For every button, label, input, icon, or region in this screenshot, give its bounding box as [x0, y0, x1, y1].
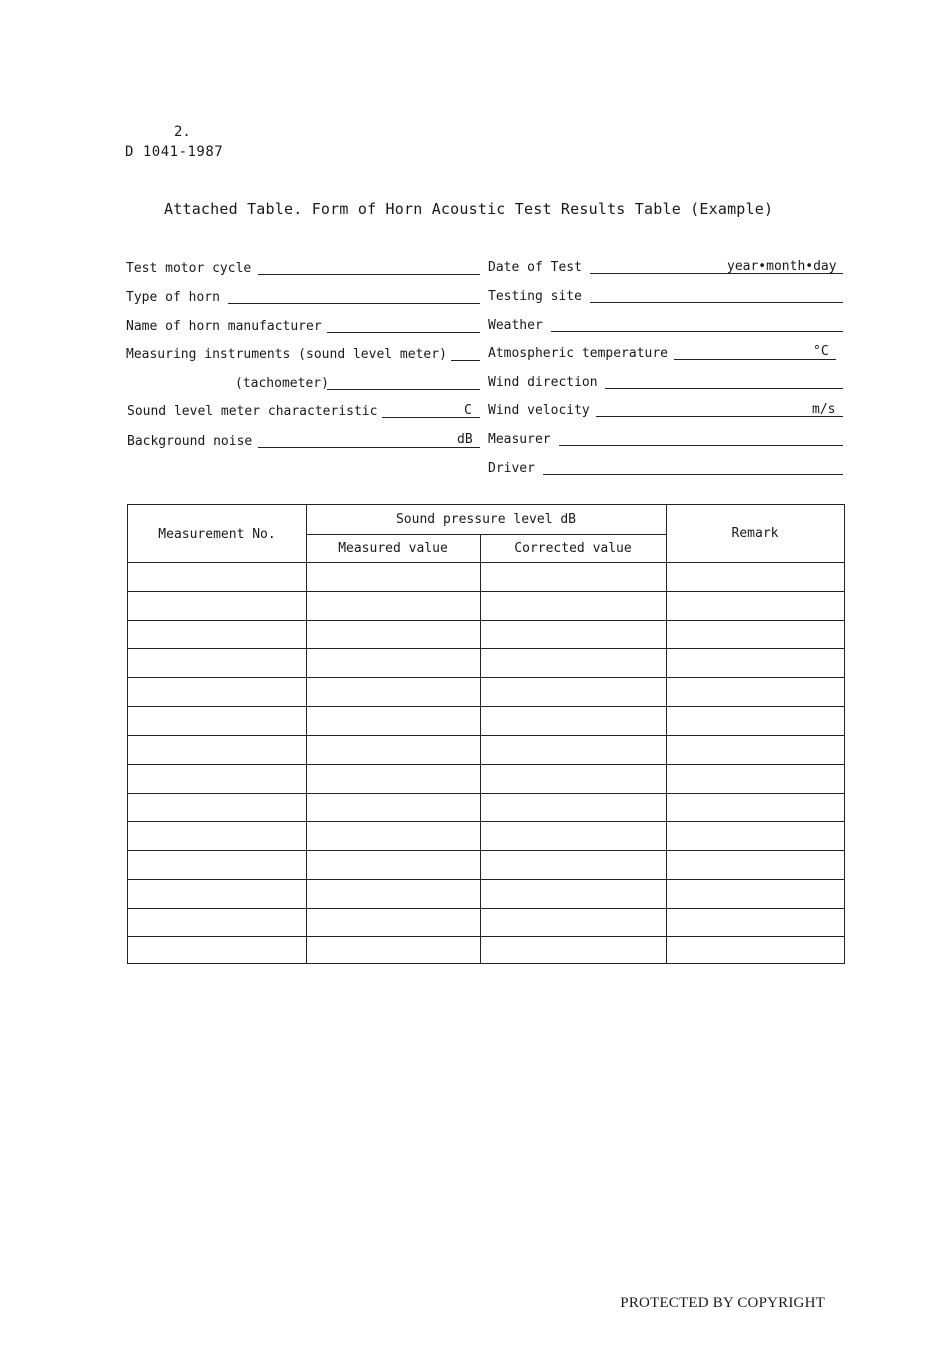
type-of-horn-field[interactable]: [228, 303, 480, 304]
sound-level-meter-field[interactable]: [451, 360, 480, 361]
table-row: [128, 764, 844, 765]
sound-pressure-level-header: Sound pressure level dB: [395, 512, 576, 527]
measuring-instruments-label: Measuring instruments (sound level meter): [126, 347, 447, 362]
table-row: [128, 908, 844, 909]
date-format-hint: year•month•day: [727, 259, 837, 274]
background-noise-label: Background noise: [127, 434, 253, 449]
measurement-no-header: Measurement No.: [158, 527, 276, 542]
testing-site-field[interactable]: [590, 302, 843, 303]
page-title: Attached Table. Form of Horn Acoustic Test Results Table (Example): [164, 200, 774, 218]
column-divider: [666, 505, 667, 963]
test-motor-cycle-field[interactable]: [258, 274, 480, 275]
table-row: [128, 677, 844, 678]
corrected-value-header: Corrected value: [514, 541, 632, 556]
tachometer-field[interactable]: [327, 389, 480, 390]
manufacturer-label: Name of horn manufacturer: [126, 319, 322, 334]
table-row: [128, 735, 844, 736]
page-number: 2.: [174, 124, 191, 140]
table-row: [128, 821, 844, 822]
background-noise-field[interactable]: [258, 447, 480, 448]
header-subdivider: [306, 534, 666, 535]
wind-velocity-unit: m/s: [812, 402, 836, 417]
table-row: [128, 793, 844, 794]
table-row: [128, 591, 844, 592]
testing-site-label: Testing site: [488, 289, 582, 304]
wind-direction-field[interactable]: [605, 388, 843, 389]
results-table: [127, 504, 845, 964]
table-row: [128, 936, 844, 937]
wind-direction-label: Wind direction: [488, 375, 598, 390]
copyright-notice: PROTECTED BY COPYRIGHT: [620, 1295, 825, 1311]
date-of-test-label: Date of Test: [488, 260, 582, 275]
column-divider: [480, 534, 481, 963]
table-row: [128, 706, 844, 707]
table-row: [128, 879, 844, 880]
sound-level-meter-characteristic-label: Sound level meter characteristic: [127, 404, 378, 419]
type-of-horn-label: Type of horn: [126, 290, 220, 305]
test-motor-cycle-label: Test motor cycle: [126, 261, 252, 276]
table-row: [128, 850, 844, 851]
wind-velocity-label: Wind velocity: [488, 403, 590, 418]
weather-field[interactable]: [551, 331, 843, 332]
manufacturer-field[interactable]: [327, 332, 480, 333]
table-row: [128, 648, 844, 649]
measured-value-header: Measured value: [338, 541, 448, 556]
measurer-field[interactable]: [559, 445, 843, 446]
measurer-label: Measurer: [488, 432, 551, 447]
column-divider: [306, 505, 307, 963]
wind-velocity-field[interactable]: [596, 416, 843, 417]
atmospheric-temperature-field[interactable]: [674, 359, 836, 360]
characteristic-unit: C: [464, 403, 472, 418]
tachometer-label: (tachometer): [235, 376, 329, 391]
temperature-unit: °C: [813, 344, 829, 359]
table-row: [128, 562, 844, 563]
table-row: [128, 620, 844, 621]
driver-label: Driver: [488, 461, 535, 476]
document-code: D 1041-1987: [125, 144, 224, 160]
atmospheric-temperature-label: Atmospheric temperature: [488, 346, 669, 361]
driver-field[interactable]: [543, 474, 843, 475]
remark-header: Remark: [731, 526, 779, 541]
background-noise-unit: dB: [457, 432, 473, 447]
weather-label: Weather: [488, 318, 543, 333]
